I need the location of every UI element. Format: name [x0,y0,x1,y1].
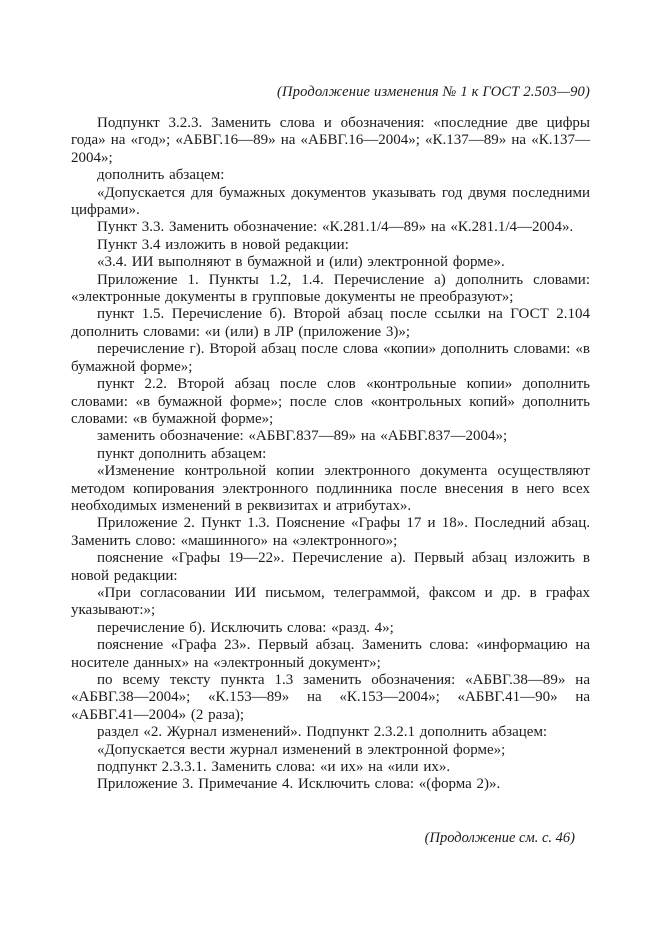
paragraph: пункт 2.2. Второй абзац после слов «контрольные копии» дополнить словами: «в бумажной форме»; после слов «контрольных копий» дополнить словами: «в бумажной форме»; [71,376,590,427]
paragraph: «При согласовании ИИ письмом, телеграммой, факсом и др. в графах указывают:»; [71,584,590,619]
paragraph: «Допускается вести журнал изменений в электронной форме»; [97,741,506,758]
paragraph: «3.4. ИИ выполняют в бумажной и (или) электронной форме». [97,254,505,271]
paragraph: заменить обозначение: «АБВГ.837—89» на «АБВГ.837—2004»; [97,428,508,445]
running-header: (Продолжение изменения № 1 к ГОСТ 2.503—90) [277,84,590,100]
text-block [71,84,590,847]
continuation-note: (Продолжение см. с. 46) [424,829,575,846]
paragraph: пояснение «Графа 23». Первый абзац. Заменить слова: «информацию на носителе данных» на «электронный документ»; [71,637,590,671]
paragraph: Приложение 2. Пункт 1.3. Пояснение «Графы 17 и 18». Последний абзац. Заменить слово: «машинного» на «электронного»; [71,515,590,549]
paragraph: пункт 1.5. Перечисление б). Второй абзац после ссылки на ГОСТ 2.104 дополнить словами: «и (или) в ЛР (приложение 3)»; [71,306,590,340]
paragraph: Пункт 3.4 изложить в новой редакции: [97,236,349,253]
paragraph: Приложение 3. Примечание 4. Исключить слова: «(форма 2)». [97,776,501,793]
paragraph: подпункт 2.3.3.1. Заменить слова: «и их» на «или их». [97,759,451,776]
paragraph: перечисление г). Второй абзац после слова «копии» дополнить словами: «в бумажной форме»; [71,341,590,375]
paragraph: по всему тексту пункта 1.3 заменить обозначения: «АБВГ.38—89» на «АБВГ.38—2004»; «К.153—89» на «К.153—2004»; «АБВГ.41—90» на «АБВГ.41—2004» (2 раза); [71,672,590,723]
paragraph: дополнить абзацем: [97,167,225,184]
paragraph: перечисление б). Исключить слова: «разд. 4»; [97,619,394,636]
paragraph: Подпункт 3.2.3. Заменить слова и обозначения: «последние две цифры года» на «год»; «АБВГ.16—89» на «АБВГ.16—2004»; «К.137—89» на «К.137—2004»; [71,115,590,166]
paragraph: «Допускается для бумажных документов указывать год двумя последними цифрами». [71,184,590,219]
document-body [71,115,590,794]
paragraph: Приложение 1. Пункты 1.2, 1.4. Перечисление а) дополнить словами: «электронные документы в групповые документы не преобразуют»; [71,271,590,306]
paragraph: пояснение «Графы 19—22». Перечисление а). Первый абзац изложить в новой редакции: [71,550,590,584]
paragraph: «Изменение контрольной копии электронного документа осуществляют методом копирования электронного подлинника после внесения в него всех необходимых изменений в реквизитах и атрибутах». [71,463,590,514]
paragraph: Пункт 3.3. Заменить обозначение: «К.281.1/4—89» на «К.281.1/4—2004». [97,219,574,236]
paragraph: раздел «2. Журнал изменений». Подпункт 2.3.2.1 дополнить абзацем: [97,724,548,741]
paragraph: пункт дополнить абзацем: [97,445,267,462]
